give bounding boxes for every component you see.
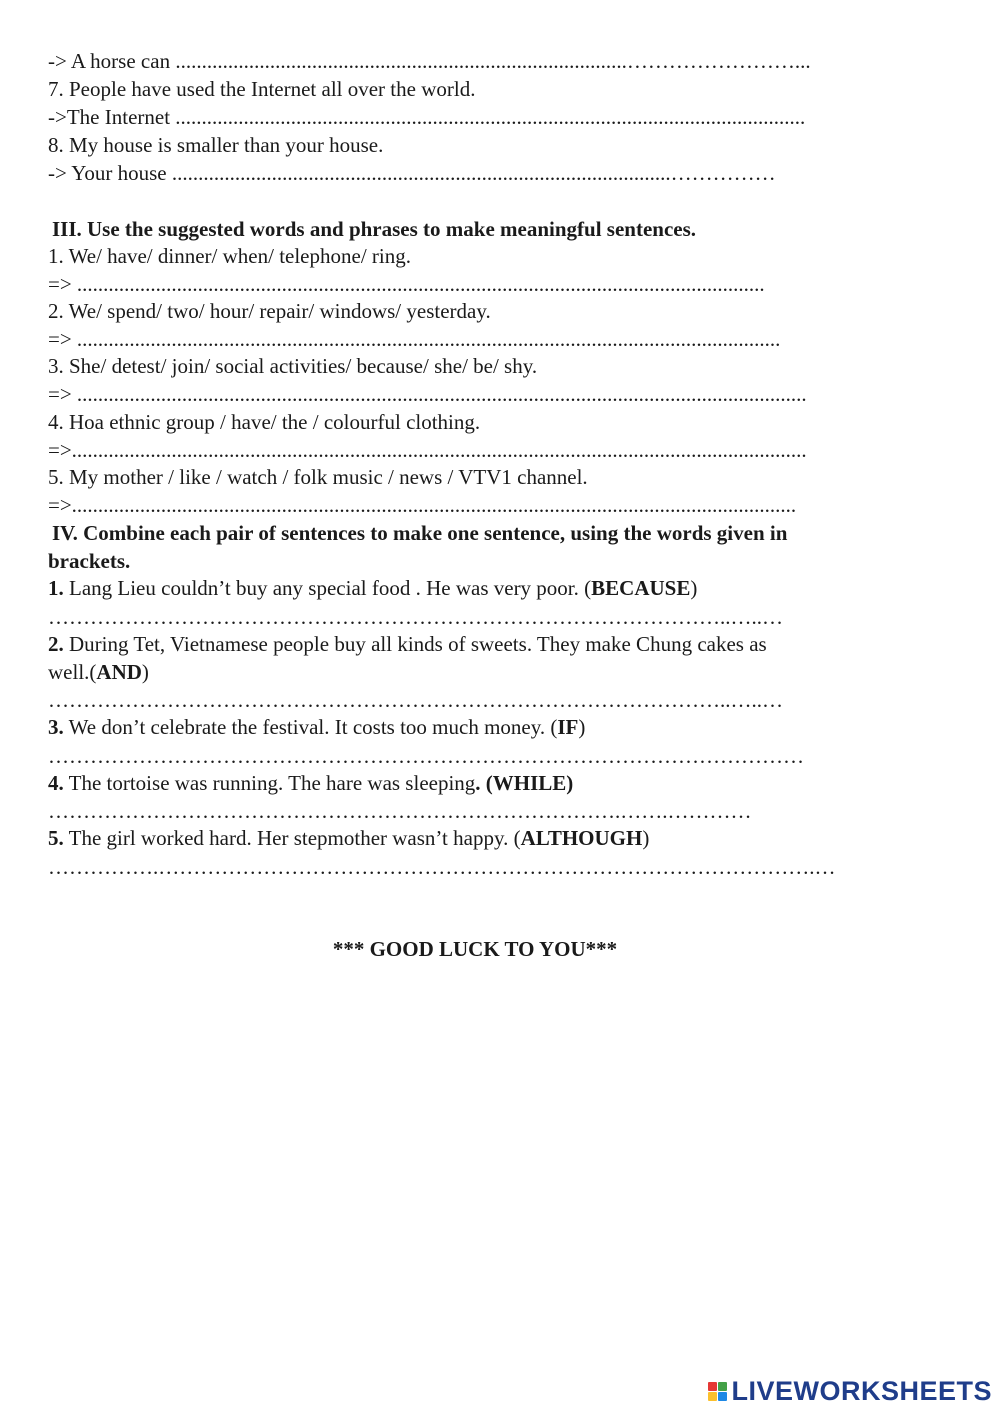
item-text: The tortoise was running. The hare was sleeping [63,771,476,795]
section-4-heading-cont: brackets. [48,549,131,573]
keyword: BECAUSE [591,576,691,600]
item-number: 2. [48,632,64,656]
section-3-prompt-1: 1. We/ have/ dinner/ when/ telephone/ ring. [48,244,411,268]
mark-square [718,1382,727,1391]
section-4-heading: IV. Combine each pair of sentences to make one sentence, using the words given in [52,521,788,545]
section-4-answer-4[interactable]: ……………………………………………………………………….…….………… [48,799,752,823]
item-text-cont: well.( [48,660,97,684]
section-3-answer-2[interactable]: => ...................................................................................................................................... [48,327,781,351]
item-text: The girl worked hard. Her stepmother wasn’t happy. ( [63,826,521,850]
section-4-prompt-5 [48,824,649,852]
item-close: ) [690,576,698,600]
section-4-answer-5[interactable]: …………….………………………………………………………………………………….… [48,855,836,879]
question-8: 8. My house is smaller than your house. [48,133,384,157]
answer-line-8[interactable]: -> Your house ...............................................................................................…………… [48,161,776,185]
mark-square [718,1392,727,1401]
answer-line-6[interactable]: -> A horse can ......................................................................................……………………... [48,49,811,73]
section-4-prompt-3 [48,713,585,741]
keyword: AND [96,660,142,684]
mark-square [708,1382,717,1391]
section-4-prompt-4 [48,769,573,797]
keyword: . (WHILE) [475,771,574,795]
section-4-prompt-2 [48,630,767,658]
brand-name: LIVEWORKSHEETS [731,1376,992,1406]
mark-square [708,1392,717,1401]
section-3-prompt-5: 5. My mother / like / watch / folk music / news / VTV1 channel. [48,465,588,489]
section-3-prompt-2: 2. We/ spend/ two/ hour/ repair/ windows/ yesterday. [48,299,491,323]
section-3-answer-4[interactable]: =>............................................................................................................................................ [48,438,807,462]
item-text: Lang Lieu couldn’t buy any special food . He was very poor. ( [63,576,592,600]
item-close: ) [141,660,149,684]
section-4-answer-3[interactable]: ……………………………………………………………………………………………… [48,744,804,768]
item-number: 3. [48,715,64,739]
section-4-answer-2[interactable]: ……………………………………………………………………………………..…..… [48,688,783,712]
item-text: We don’t celebrate the festival. It costs too much money. ( [63,715,558,739]
item-number: 4. [48,771,64,795]
closing-message: *** GOOD LUCK TO YOU*** [332,937,618,961]
item-close: ) [642,826,650,850]
keyword: IF [557,715,579,739]
section-4-prompt-2-cont [48,658,149,686]
item-number: 5. [48,826,64,850]
section-3-answer-5[interactable]: =>.......................................................................................................................................... [48,493,797,517]
item-number: 1. [48,576,64,600]
liveworksheets-mark-icon [708,1382,727,1401]
item-close: ) [578,715,586,739]
section-3-heading: III. Use the suggested words and phrases to make meaningful sentences. [52,217,697,241]
section-4-answer-1[interactable]: ……………………………………………………………………………………..…..… [48,605,783,629]
section-4-prompt-1 [48,574,697,602]
item-text: During Tet, Vietnamese people buy all kinds of sweets. They make Chung cakes as [63,632,767,656]
section-3-prompt-4: 4. Hoa ethnic group / have/ the / colourful clothing. [48,410,481,434]
keyword: ALTHOUGH [520,826,643,850]
question-7: 7. People have used the Internet all over the world. [48,77,476,101]
section-3-answer-1[interactable]: => ................................................................................................................................... [48,272,765,296]
liveworksheets-logo[interactable] [708,1376,992,1407]
answer-line-7[interactable]: ->The Internet ........................................................................................................................ [48,105,806,129]
section-3-answer-3[interactable]: => ........................................................................................................................................... [48,382,807,406]
section-3-prompt-3: 3. She/ detest/ join/ social activities/ because/ she/ be/ shy. [48,354,538,378]
